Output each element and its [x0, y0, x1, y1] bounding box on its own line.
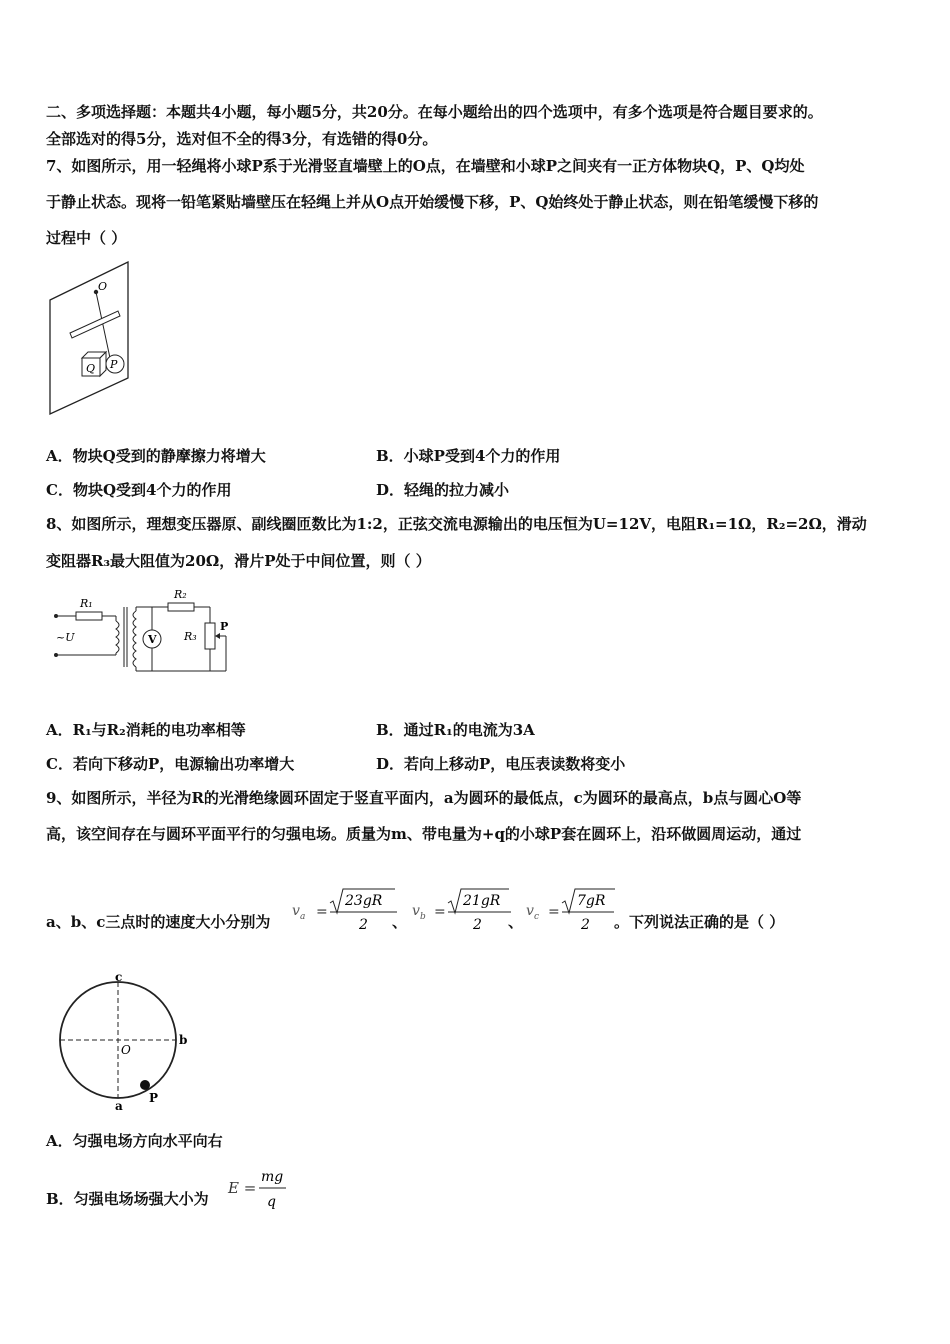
field-strength-formula [226, 1162, 296, 1217]
q7-stem-line1: 7、如图所示，用一轻绳将小球P系于光滑竖直墙壁上的O点，在墙壁和小球P之间夹有一正方体物块Q，P、Q均处 [46, 157, 805, 175]
svg-text:2: 2 [359, 917, 368, 933]
svg-text:E =: E = [228, 1179, 257, 1197]
q7-figure [40, 260, 140, 420]
label-o: O [121, 1043, 131, 1057]
label-r1: R₁ [80, 597, 93, 610]
q9-stem-line3-suffix: 。下列说法正确的是（ ） [614, 913, 785, 931]
q8-option-b: B．通过R₁的电流为3A [376, 721, 535, 739]
q7-stem-line2: 于静止状态。现将一铅笔紧贴墙壁压在轻绳上并从O点开始缓慢下移，P、Q始终处于静止状态，则在铅笔缓慢下移的 [46, 193, 819, 211]
svg-text:mg: mg [261, 1169, 284, 1185]
primary-coil [116, 621, 119, 653]
q7-option-d: D．轻绳的拉力减小 [376, 481, 510, 499]
label-o: O [98, 280, 108, 293]
q9-ring-figure [55, 972, 205, 1112]
q8-stem-line1: 8、如图所示，理想变压器原、副线圈匝数比为1:2，正弦交流电源输出的电压恒为U=12V，电阻R₁=1Ω，R₂=2Ω，滑动 [46, 515, 867, 533]
resistor-r1 [76, 612, 102, 620]
q7-option-c: C．物块Q受到4个力的作用 [46, 481, 232, 499]
label-r3: R₃ [184, 630, 197, 643]
label-q: Q [86, 362, 96, 375]
svg-text:2: 2 [473, 917, 482, 933]
label-p: P [110, 358, 118, 371]
sep-1: 、 [392, 913, 408, 931]
svg-text:a: a [300, 912, 306, 922]
q8-circuit-figure [48, 585, 248, 675]
label-a: a [115, 1099, 123, 1113]
section-heading-line2: 全部选对的得5分，选对但不全的得3分，有选错的得0分。 [46, 130, 438, 148]
label-u: ~U [56, 631, 75, 644]
q9-option-b: B．匀强电场场强大小为 [46, 1190, 209, 1208]
svg-text:b: b [420, 912, 426, 922]
svg-text:2: 2 [581, 917, 590, 933]
svg-text:7gR: 7gR [577, 893, 606, 909]
ball-p [140, 1080, 150, 1090]
svg-text:=: = [316, 904, 328, 920]
svg-text:21gR: 21gR [463, 893, 501, 909]
svg-text:c: c [534, 912, 540, 922]
pencil [70, 311, 120, 338]
label-p: P [149, 1091, 159, 1105]
q7-option-a: A．物块Q受到的静摩擦力将增大 [46, 447, 266, 465]
q8-option-a: A．R₁与R₂消耗的电功率相等 [46, 721, 246, 739]
svg-text:v: v [526, 903, 534, 919]
svg-text:=: = [434, 904, 446, 920]
q7-option-b: B．小球P受到4个力的作用 [376, 447, 561, 465]
q9-stem-line3-prefix: a、b、c三点时的速度大小分别为 [46, 913, 271, 931]
sep-2: 、 [508, 913, 524, 931]
label-slider-p: P [220, 620, 229, 633]
q8-option-c: C．若向下移动P，电源输出功率增大 [46, 755, 295, 773]
q9-option-a: A．匀强电场方向水平向右 [46, 1132, 223, 1150]
q8-stem-line2: 变阻器R₃最大阻值为20Ω，滑片P处于中间位置，则（ ） [46, 552, 431, 570]
q8-option-d: D．若向上移动P，电压表读数将变小 [376, 755, 626, 773]
label-r2: R₂ [174, 588, 187, 601]
slider-arrow [215, 633, 220, 639]
label-b: b [179, 1033, 188, 1047]
velocity-va [290, 885, 408, 940]
svg-text:v: v [412, 903, 420, 919]
resistor-r2 [168, 603, 194, 611]
q9-stem-line2: 高，该空间存在与圆环平面平行的匀强电场。质量为m、带电量为+q的小球P套在圆环上，沿环做圆周运动，通过 [46, 825, 802, 843]
q9-stem-line1: 9、如图所示，半径为R的光滑绝缘圆环固定于竖直平面内，a为圆环的最低点，c为圆环的最高点，b点与圆心O等 [46, 789, 802, 807]
velocity-vb [410, 885, 515, 940]
wall-plane [50, 262, 128, 414]
svg-text:v: v [292, 903, 300, 919]
svg-text:=: = [548, 904, 560, 920]
velocity-vc [524, 885, 619, 940]
rheostat-r3 [205, 623, 215, 649]
q7-stem-line3: 过程中（ ） [46, 229, 127, 247]
label-v: V [148, 633, 157, 646]
svg-text:q: q [267, 1194, 276, 1210]
section-heading-line1: 二、多项选择题：本题共4小题，每小题5分，共20分。在每小题给出的四个选项中，有多个选项是符合题目要求的。 [46, 103, 823, 121]
secondary-coil [133, 611, 136, 667]
label-c: c [115, 970, 123, 984]
svg-text:23gR: 23gR [345, 893, 383, 909]
